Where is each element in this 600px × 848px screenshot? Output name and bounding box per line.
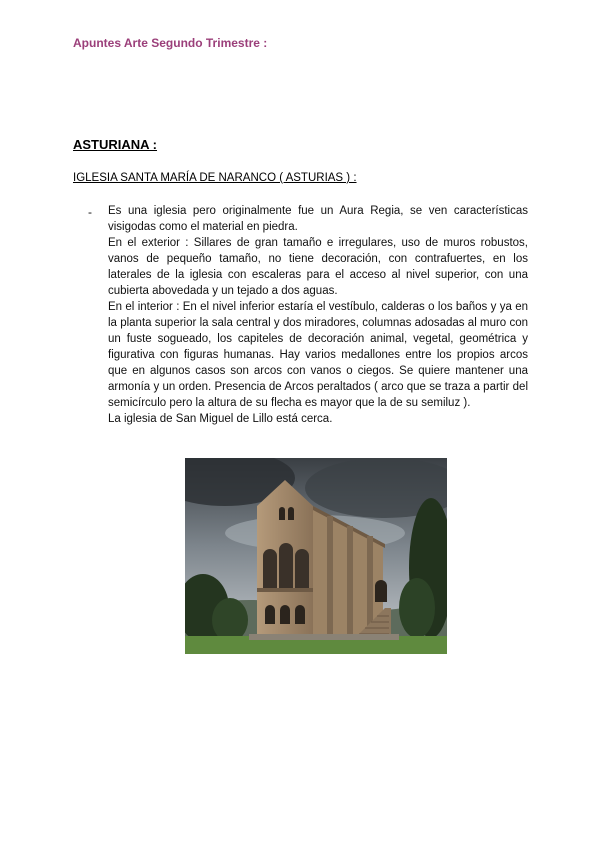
document-header: Apuntes Arte Segundo Trimestre : xyxy=(73,36,268,50)
church-photo xyxy=(185,458,447,654)
paragraph-intro: Es una iglesia pero originalmente fue un Aura Regia, se ven características visigodas como el material en piedra. xyxy=(108,205,528,233)
bullet-body xyxy=(108,203,528,427)
section-title: ASTURIANA : xyxy=(73,137,158,152)
paragraph-interior: En el interior : En el nivel inferior estaría el vestíbulo, calderas o los baños y ya en la planta superior la sala central y dos miradores, columnas adosadas al muro con un fuste sogueado, los capiteles de decoración animal, vegetal, geométrica y figurativa con figuras humanas. Hay varios medallones entre los propios arcos que en algunos casos son arcos con vanos o ciegos. Se quiere mantener una armonía y un orden. Presencia de Arcos peraltados ( arco que se traza a partir del semicírculo pero la altura de su flecha es mayor que la de su semiluz ). xyxy=(108,301,528,409)
subsection-title: IGLESIA SANTA MARÍA DE NARANCO ( ASTURIAS ) : xyxy=(73,172,357,184)
paragraph-nearby: La iglesia de San Miguel de Lillo está cerca. xyxy=(108,413,333,425)
paragraph-exterior: En el exterior : Sillares de gran tamaño e irregulares, uso de muros robustos, vanos de pequeño tamaño, no tiene decoración, con contrafuertes, en los laterales de la iglesia con escaleras para el acceso al nivel superior, con una cubierta abovedada y un tejado a dos aguas. xyxy=(108,237,528,297)
bullet-marker: - xyxy=(88,205,92,219)
